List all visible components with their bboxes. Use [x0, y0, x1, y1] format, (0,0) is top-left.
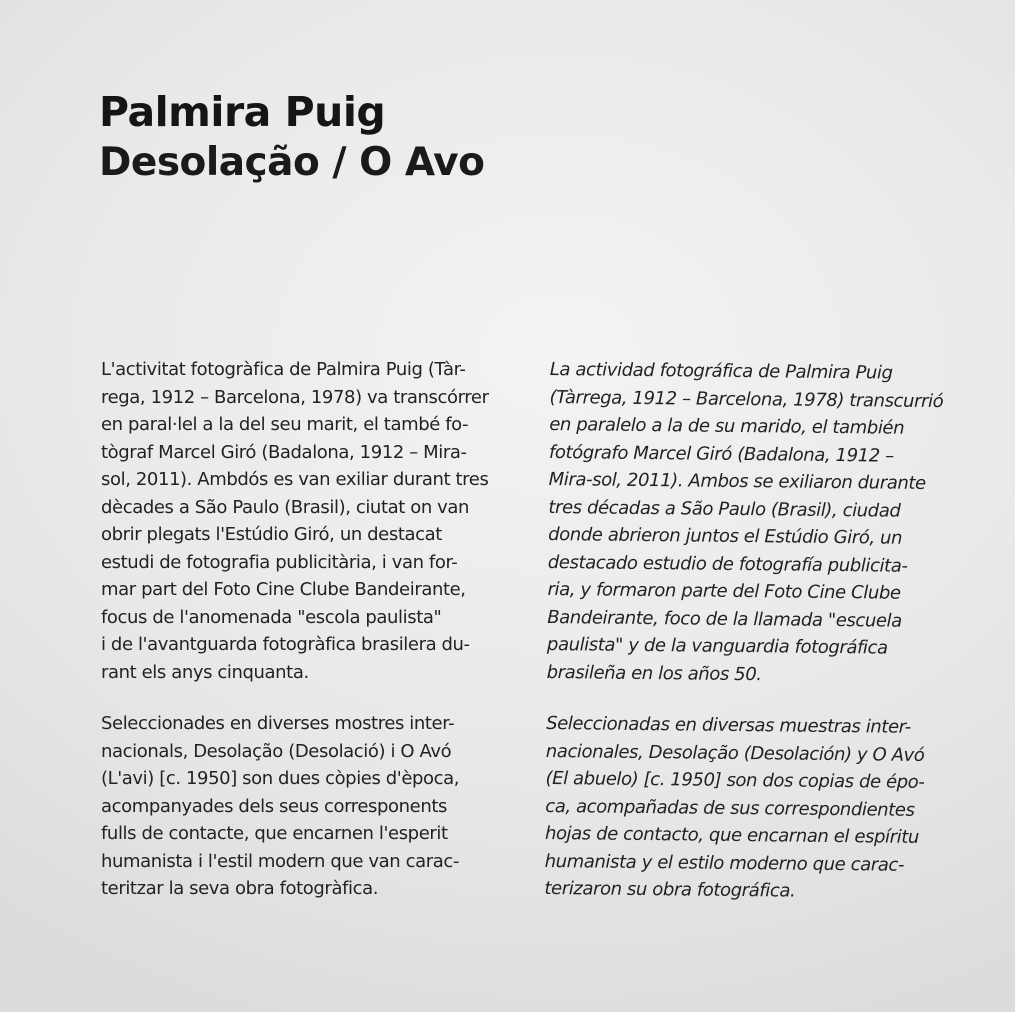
text-line: estudi de fotografia publicitària, i van for-: [101, 551, 458, 573]
text-line: en paral·lel a la del seu marit, el també fo-: [101, 414, 469, 435]
catalan-paragraph-1: [101, 356, 519, 686]
text-line: La actividad fotográfica de Palmira Puig: [549, 358, 893, 384]
text-line: (El abuelo) [c. 1950] son dos copias de épo-: [545, 767, 925, 793]
text-line: tògraf Marcel Giró (Badalona, 1912 – Mira-: [101, 441, 467, 463]
text-line: ria, y formaron parte del Foto Cine Clube: [547, 578, 901, 604]
artist-name: Palmira Puig: [99, 88, 386, 136]
text-line: sol, 2011). Ambdós es van exiliar durant tres: [101, 469, 489, 490]
text-line: paulista" y de la vanguardia fotográfica: [546, 633, 888, 659]
text-line: dècades a São Paulo (Brasil), ciutat on van: [101, 496, 470, 518]
catalan-paragraph-2: [101, 710, 519, 903]
text-line: i de l'avantguarda fotogràfica brasilera du-: [101, 634, 470, 655]
spanish-paragraph-1: [547, 356, 975, 690]
text-line: Seleccionades en diverses mostres inter-: [101, 713, 455, 734]
text-line: mar part del Foto Cine Clube Bandeirante,: [101, 579, 466, 600]
text-line: fulls de contacte, que encarnen l'esperit: [101, 823, 448, 844]
text-line: donde abrieron juntos el Estúdio Giró, un: [548, 523, 903, 549]
text-line: Bandeirante, foco de la llamada "escuela: [547, 606, 902, 632]
title-block: [99, 86, 699, 188]
spanish-paragraph-2: [544, 710, 971, 907]
text-line: (L'avi) [c. 1950] son dues còpies d'època,: [101, 768, 460, 789]
text-line: acompanyades dels seus corresponents: [101, 795, 447, 817]
text-line: focus de l'anomenada "escola paulista": [101, 606, 442, 628]
catalan-text-column: [101, 356, 519, 903]
text-line: hojas de contacto, que encarnan el espíritu: [544, 822, 920, 848]
paragraph-gap: [101, 686, 519, 710]
text-line: rega, 1912 – Barcelona, 1978) va transcórrer: [101, 386, 489, 408]
text-line: rant els anys cinquanta.: [101, 661, 309, 683]
text-line: destacado estudio de fotografía publicita-: [547, 551, 908, 577]
spanish-text-column: [544, 356, 975, 907]
works-title: Desolação / O Avo: [99, 140, 485, 185]
text-line: nacionales, Desolação (Desolación) y O Avó: [545, 740, 925, 766]
text-line: nacionals, Desolação (Desolació) i O Avó: [101, 740, 452, 762]
text-line: (Tàrrega, 1912 – Barcelona, 1978) transcurrió: [549, 386, 944, 412]
text-line: brasileña en los años 50.: [546, 661, 762, 685]
text-line: L'activitat fotogràfica de Palmira Puig (Tàr-: [101, 359, 466, 380]
text-line: fotógrafo Marcel Giró (Badalona, 1912 –: [548, 441, 894, 467]
text-line: Seleccionadas en diversas muestras inter-: [546, 712, 911, 738]
text-line: en paralelo a la de su marido, el también: [549, 413, 905, 439]
text-line: humanista y el estilo moderno que carac-: [544, 850, 905, 876]
text-line: Mira-sol, 2011). Ambos se exiliaron durante: [548, 468, 926, 494]
text-line: tres décadas a São Paulo (Brasil), ciudad: [548, 496, 901, 522]
text-line: teritzar la seva obra fotogràfica.: [101, 878, 379, 899]
text-line: obrir plegats l'Estúdio Giró, un destacat: [101, 524, 442, 545]
text-line: humanista i l'estil modern que van carac-: [101, 850, 459, 872]
text-line: ca, acompañadas de sus correspondientes: [545, 795, 915, 821]
text-line: terizaron su obra fotográfica.: [544, 877, 796, 902]
